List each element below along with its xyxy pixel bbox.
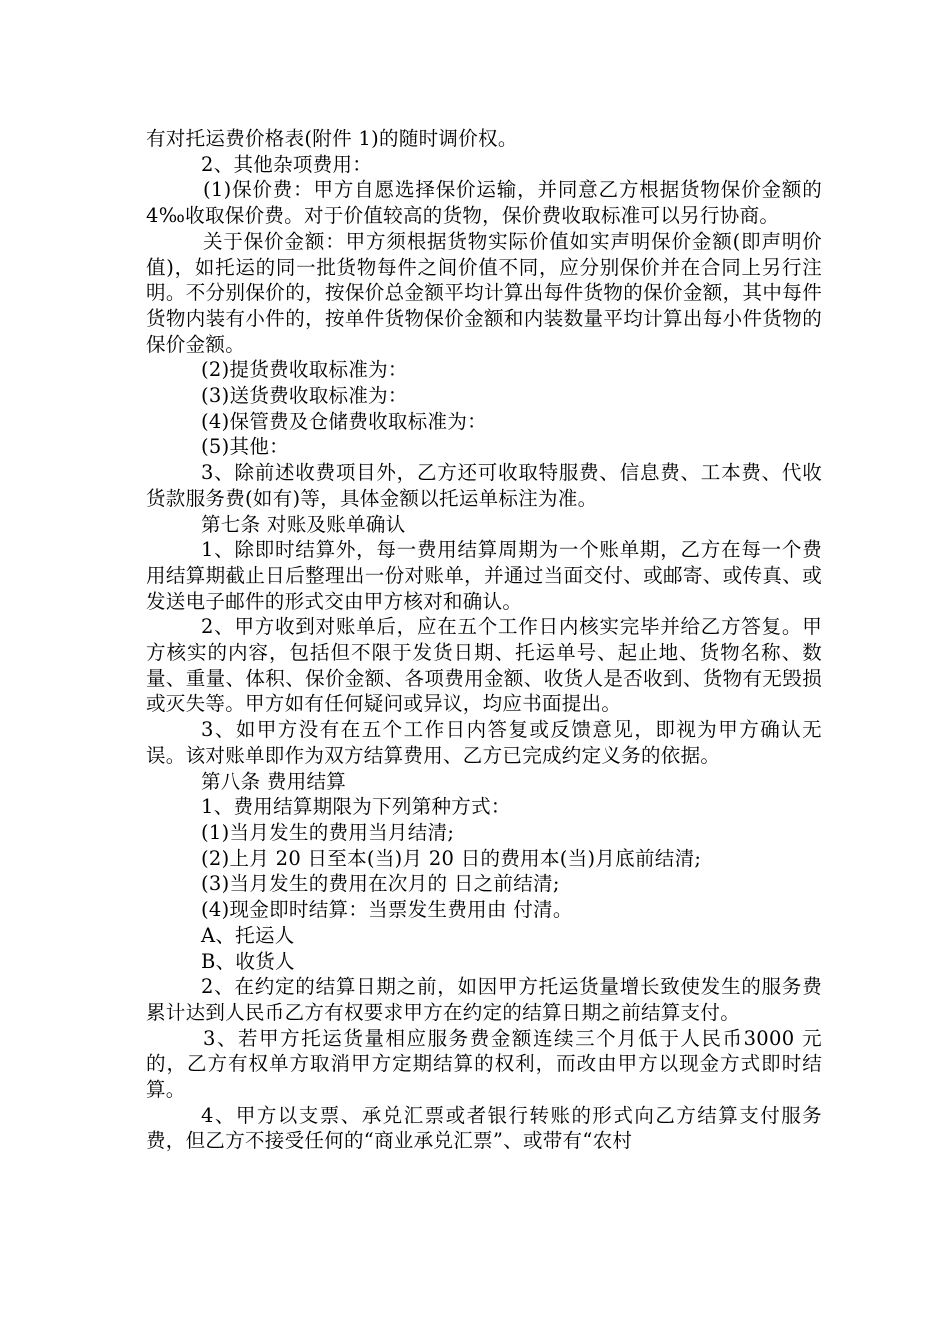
paragraph: 关于保价金额：甲方须根据货物实际价值如实声明保价金额(即声明价值)，如托运的同一批货物每件之间价值不同，应分别保价并在合同上另行注明。不分别保价的，按保价总金额平均计算出每件货物的保价金额，其中每件货物内装有小件的，按单件货物保价金额和内装数量平均计算出每小件货物的保价金额。 (146, 229, 822, 356)
paragraph: 有对托运费价格表(附件 1)的随时调价权。 (146, 127, 518, 150)
paragraph: 1、费用结算期限为下列第种方式： (201, 795, 511, 819)
paragraph: 3、如甲方没有在五个工作日内答复或反馈意见，即视为甲方确认无误。该对账单即作为双方结算费用、乙方已完成约定义务的依据。 (146, 718, 822, 767)
paragraph: 3、若甲方托运货量相应服务费金额连续三个月低于人民币3000 元的，乙方有权单方取消甲方定期结算的权利，而改由甲方以现金方式即时结算。 (146, 1026, 822, 1102)
paragraph: 2、其他杂项费用： (201, 152, 373, 176)
paragraph: A、托运人 (201, 923, 295, 947)
paragraph: B、收货人 (201, 949, 295, 973)
paragraph: (1)保价费：甲方自愿选择保价运输，并同意乙方根据货物保价金额的 4‰收取保价费。对于价值较高的货物，保价费收取标准可以另行协商。 (146, 178, 822, 228)
paragraph: 2、在约定的结算日期之前，如因甲方托运货量增长致使发生的服务费累计达到人民币乙方有权要求甲方在约定的结算日期之前结算支付。 (146, 975, 822, 1024)
paragraph: (3)当月发生的费用在次月的 日之前结清; (201, 872, 560, 896)
paragraph: (1)当月发生的费用当月结清; (201, 820, 455, 844)
paragraph: 1、除即时结算外，每一费用结算周期为一个账单期，乙方在每一个费用结算期截止日后整理出一份对账单，并通过当面交付、或邮寄、或传真、或发送电子邮件的形式交由甲方核对和确认。 (146, 538, 822, 613)
paragraph: (2)提货费收取标准为： (201, 358, 408, 382)
paragraph: (4)现金即时结算：当票发生费用由 付清。 (201, 898, 573, 922)
paragraph: 4、甲方以支票、承兑汇票或者银行转账的形式向乙方结算支付服务费，但乙方不接受任何的“商业承兑汇票”、或带有“农村 (146, 1103, 822, 1153)
paragraph: (3)送货费收取标准为： (201, 384, 408, 408)
paragraph: 3、除前述收费项目外，乙方还可收取特服费、信息费、工本费、代收货款服务费(如有)等，具体金额以托运单标注为准。 (146, 461, 822, 510)
document-body (146, 126, 822, 1154)
paragraph: 第七条 对账及账单确认 (201, 512, 406, 536)
paragraph: 第八条 费用结算 (201, 769, 347, 793)
paragraph: (5)其他： (201, 435, 289, 459)
paragraph: 2、甲方收到对账单后，应在五个工作日内核实完毕并给乙方答复。甲方核实的内容，包括但不限于发货日期、托运单号、起止地、货物名称、数量、重量、体积、保价金额、各项费用金额、收货人是否收到、货物有无毁损或灭失等。甲方如有任何疑问或异议，均应书面提出。 (146, 615, 822, 716)
paragraph: (2)上月 20 日至本(当)月 20 日的费用本(当)月底前结清; (201, 846, 702, 870)
paragraph: (4)保管费及仓储费收取标准为： (201, 409, 487, 433)
